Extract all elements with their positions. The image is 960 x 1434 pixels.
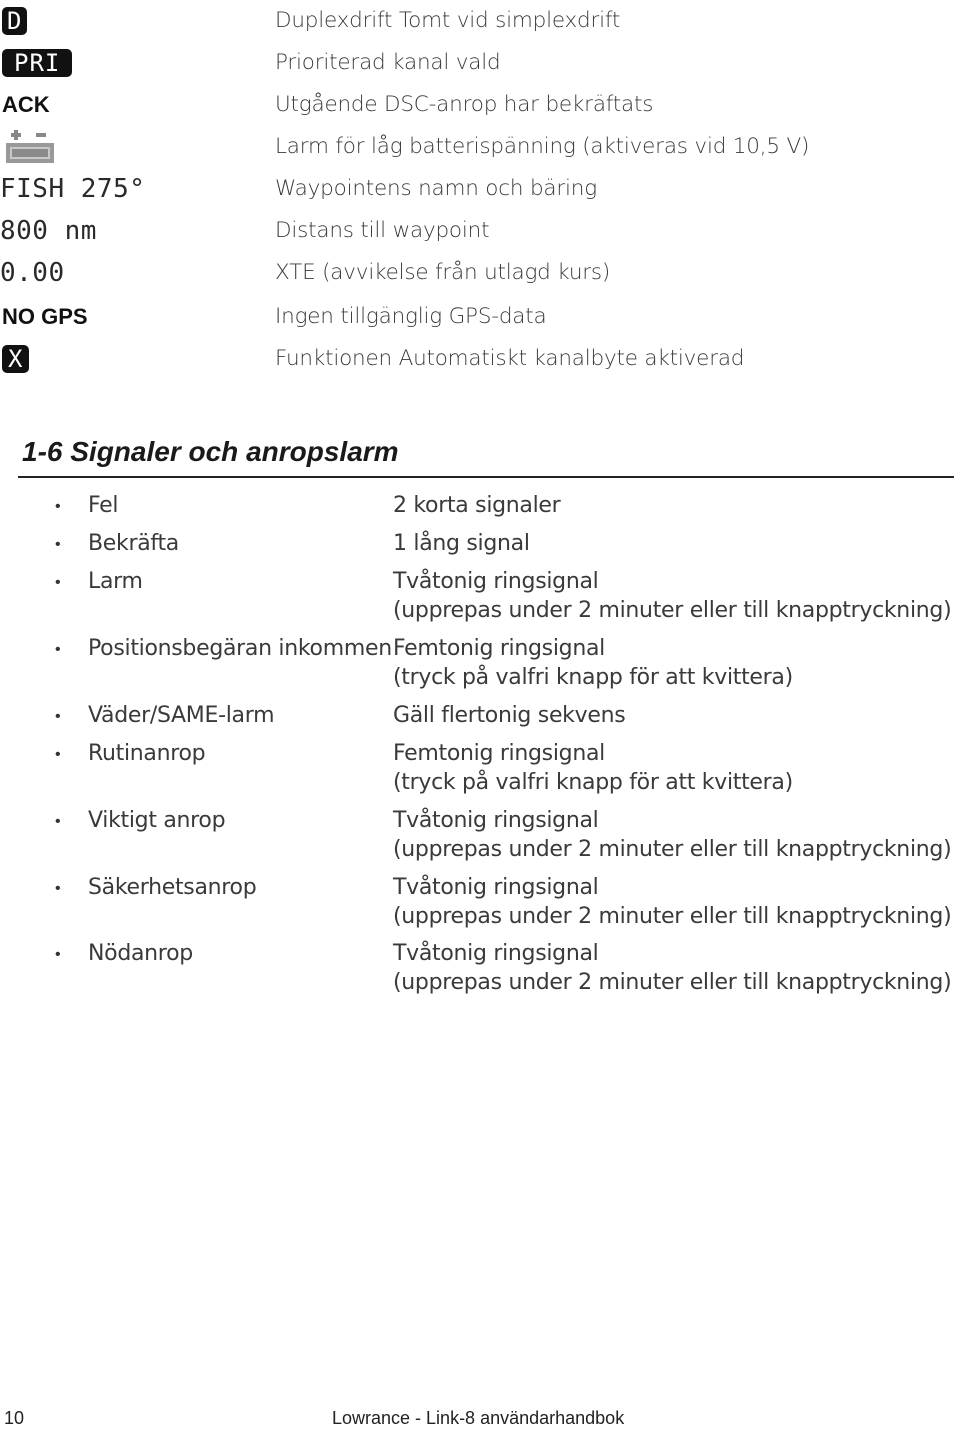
signal-label: Larm (88, 569, 143, 594)
bullet-icon: • (55, 813, 61, 830)
bullet-icon: • (55, 536, 61, 553)
signal-description: Tvåtonig ringsignal (upprepas under 2 minuter eller till knapptryckning) (393, 569, 952, 623)
signal-label: Positionsbegäran inkommen (88, 636, 392, 661)
legend-description: Funktionen Automatiskt kanalbyte aktiverad (275, 346, 745, 371)
footer-title: Lowrance - Link-8 användarhandbok (332, 1408, 625, 1428)
no-gps-label: NO GPS (2, 304, 88, 329)
signal-description: 1 lång signal (393, 531, 530, 556)
bullet-icon: • (55, 574, 61, 591)
signal-label: Viktigt anrop (88, 808, 226, 833)
legend-description: Larm för låg batterispänning (aktiveras vid 10,5 V) (275, 134, 810, 159)
ack-label: ACK (2, 92, 50, 117)
bullet-icon: • (55, 946, 61, 963)
duplex-icon-glyph: D (2, 7, 27, 35)
legend-row-ack (0, 84, 960, 126)
bullet-icon: • (55, 746, 61, 763)
legend-row-distance (0, 210, 960, 252)
section-title: 1-6 Signaler och anropslarm (22, 436, 399, 467)
signal-description: Femtonig ringsignal (tryck på valfri knapp för att kvittera) (393, 636, 793, 690)
legend-description: XTE (avvikelse från utlagd kurs) (275, 260, 611, 285)
signal-description: Femtonig ringsignal (tryck på valfri knapp för att kvittera) (393, 741, 793, 795)
signal-description: Tvåtonig ringsignal (upprepas under 2 minuter eller till knapptryckning) (393, 941, 952, 995)
battery-icon (2, 126, 58, 168)
page-number: 10 (4, 1408, 25, 1428)
signal-label: Rutinanrop (88, 741, 206, 766)
legend-description: Ingen tillgänglig GPS-data (275, 304, 547, 329)
auto-switch-icon-glyph: X (2, 345, 29, 373)
legend-row-xte (0, 252, 960, 294)
priority-icon (2, 42, 72, 84)
priority-icon-glyph: PRI (2, 49, 72, 77)
legend-row-priority (0, 42, 960, 84)
section-divider (18, 476, 954, 478)
signal-description: Tvåtonig ringsignal (upprepas under 2 minuter eller till knapptryckning) (393, 808, 952, 862)
signal-label: Säkerhetsanrop (88, 875, 257, 900)
signal-label: Väder/SAME-larm (88, 703, 275, 728)
distance-readout: 800 nm (0, 216, 97, 246)
legend-row-battery (0, 126, 960, 168)
signal-label: Bekräfta (88, 531, 179, 556)
legend-description: Waypointens namn och bäring (275, 176, 597, 201)
legend-description: Distans till waypoint (275, 218, 490, 243)
legend-row-waypoint-name (0, 168, 960, 210)
signal-description: Gäll flertonig sekvens (393, 703, 626, 728)
waypoint-name-readout: FISH 275° (0, 174, 146, 204)
signal-description: 2 korta signaler (393, 493, 561, 518)
bullet-icon: • (55, 880, 61, 897)
legend-description: Duplexdrift Tomt vid simplexdrift (275, 8, 621, 33)
duplex-icon (2, 0, 27, 42)
bullet-icon: • (55, 641, 61, 658)
legend-row-auto-switch (0, 338, 960, 380)
xte-readout: 0.00 (0, 258, 65, 288)
signal-label: Fel (88, 493, 119, 518)
bullet-icon: • (55, 708, 61, 725)
auto-switch-icon (2, 338, 29, 380)
legend-row-duplex (0, 0, 960, 42)
signal-label: Nödanrop (88, 941, 193, 966)
legend-description: Utgående DSC-anrop har bekräftats (275, 92, 654, 117)
signal-description: Tvåtonig ringsignal (upprepas under 2 minuter eller till knapptryckning) (393, 875, 952, 929)
legend-description: Prioriterad kanal vald (275, 50, 501, 75)
bullet-icon: • (55, 498, 61, 515)
legend-row-no-gps (0, 296, 960, 338)
